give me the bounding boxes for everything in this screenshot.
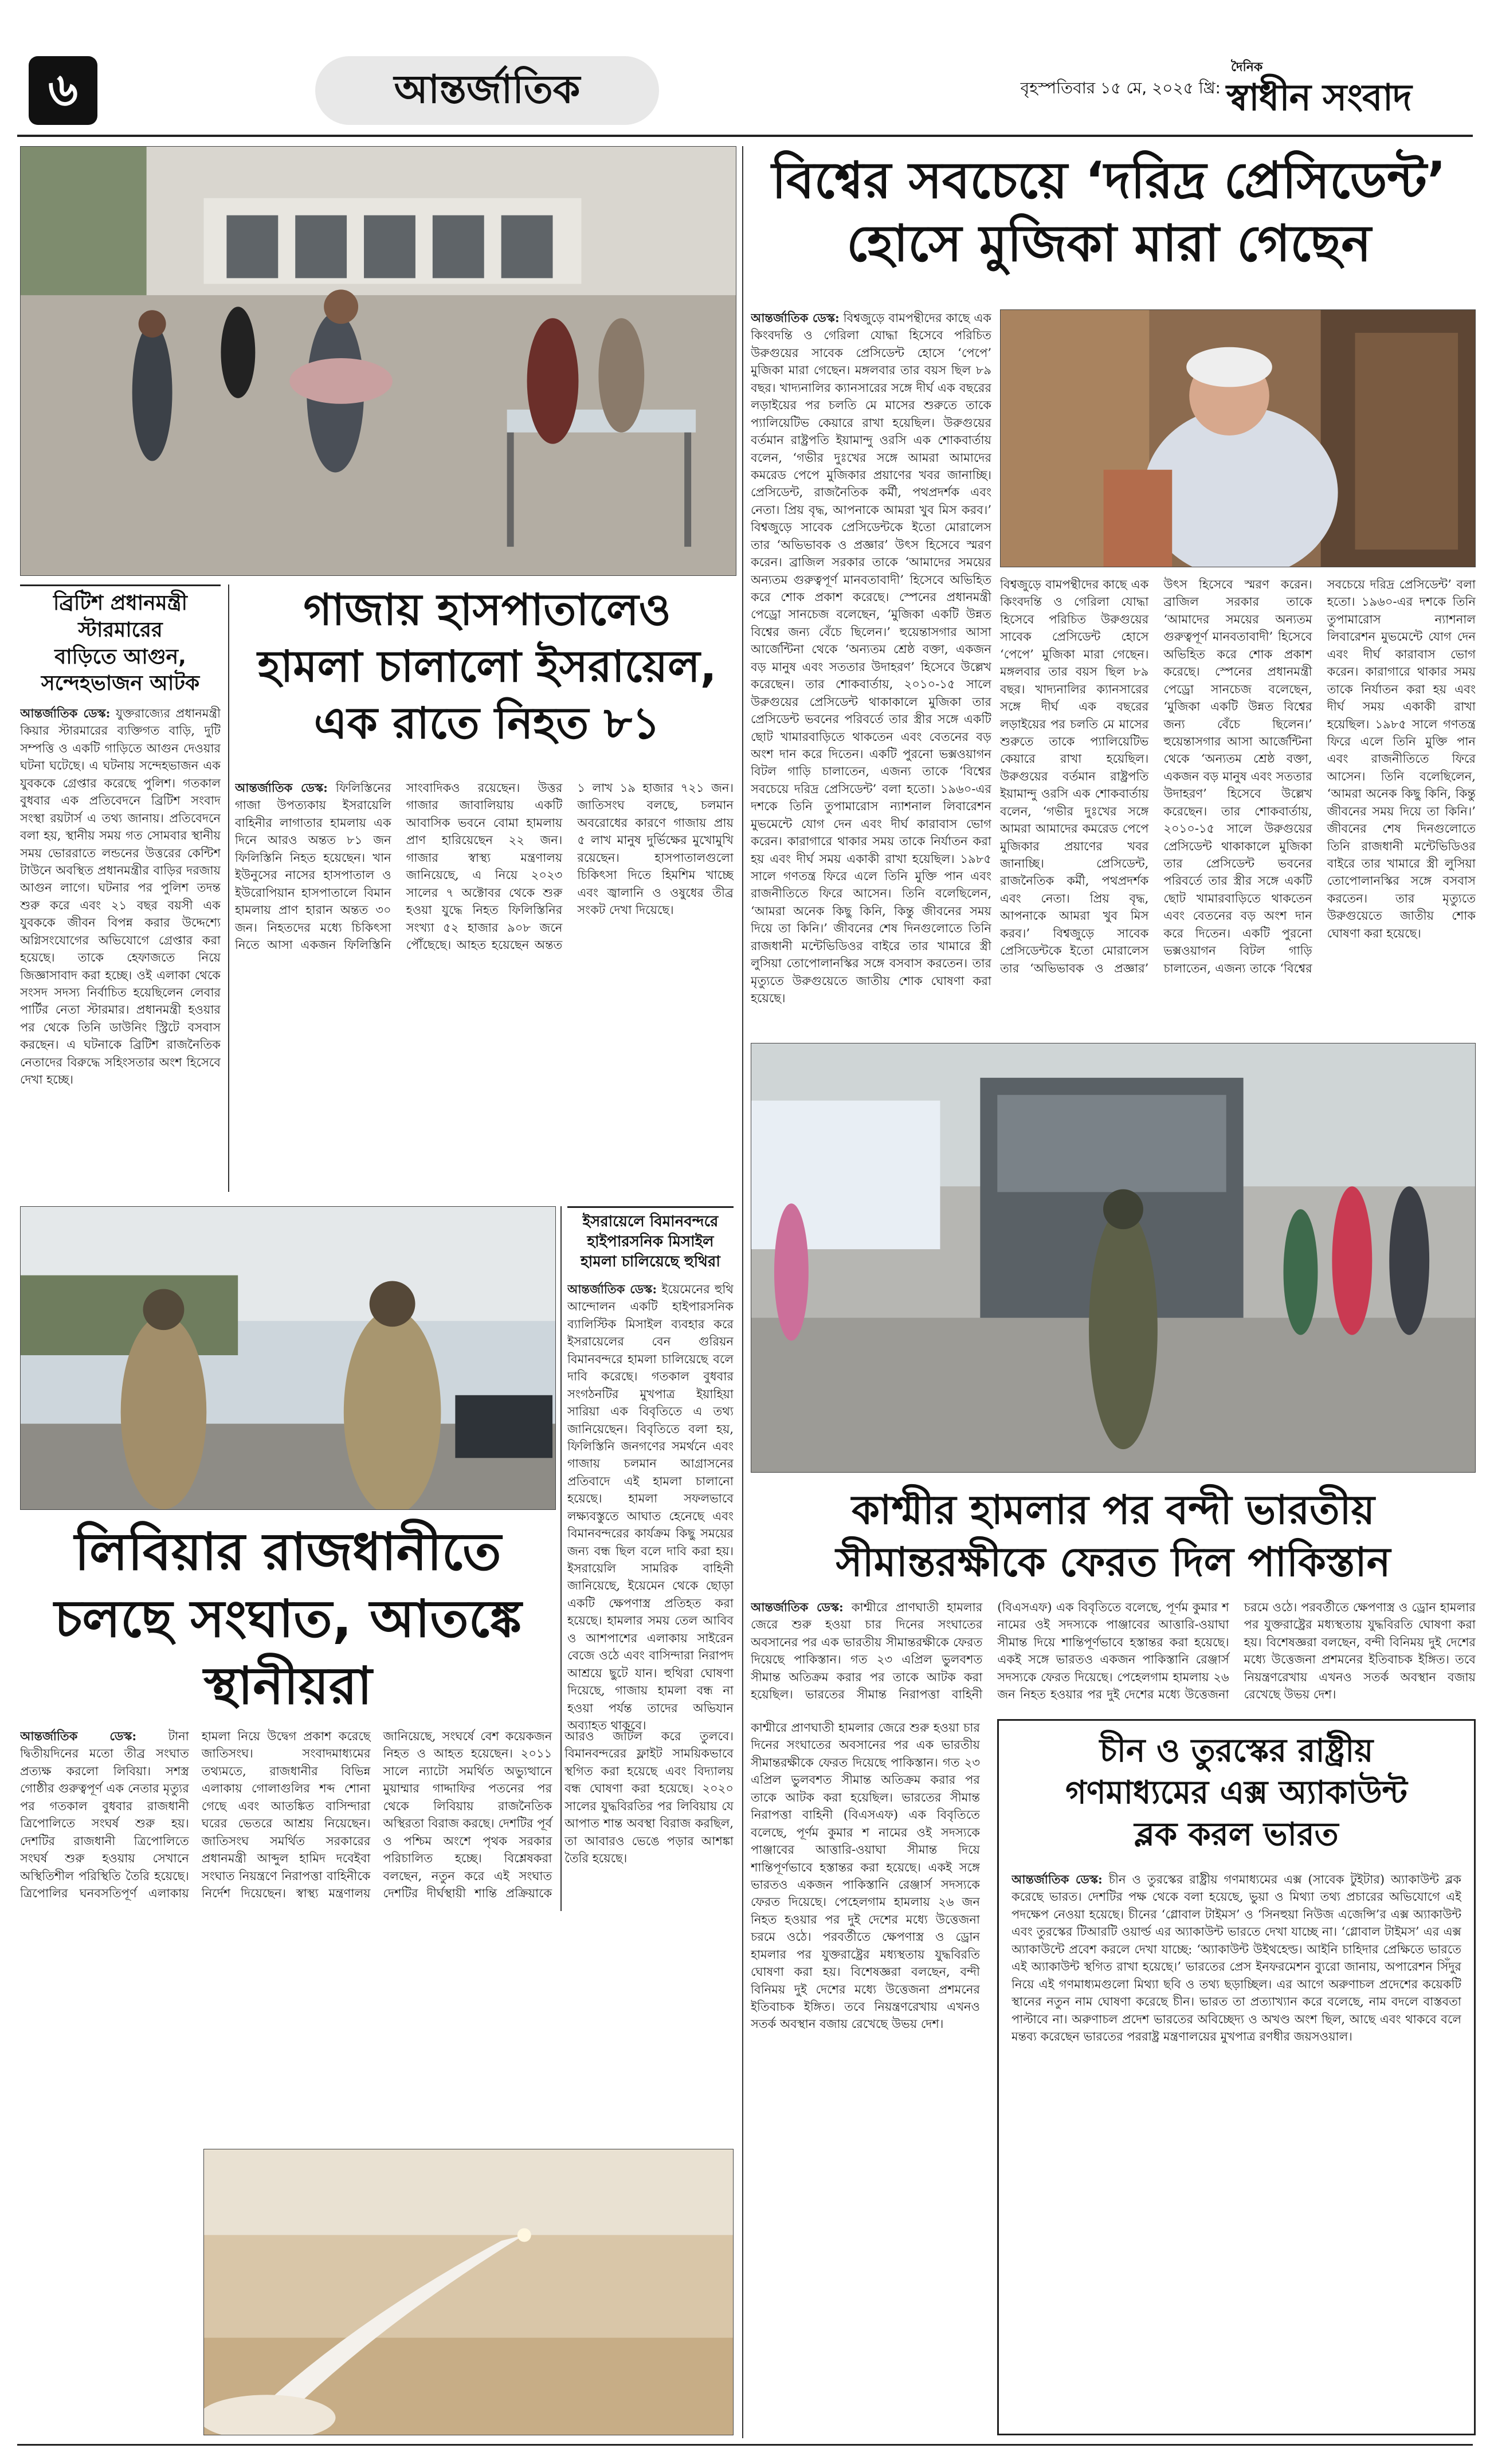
starmer-headline-line4: সন্দেহভাজন আটক [41, 672, 200, 696]
gaza-article-body [235, 779, 734, 1186]
libya-headline-line2: চলছে সংঘাত, আতঙ্কে [54, 1589, 522, 1649]
mujica-headline-line1: বিশ্বের সবচেয়ে ‘দরিদ্র প্রেসিডেন্ট’ [771, 151, 1446, 210]
mujica-article-body-continued [1000, 576, 1476, 1029]
section-title: আন্তর্জাতিক [394, 67, 581, 112]
kashmir-body-text: কাশ্মীরে প্রাণঘাতী হামলার জেরে শুরু হওয়া চার দিনের সংঘাতের অবসানের পর এক ভারতীয় সীমান্তরক্ষীকে ফেরত দিয়েছে পাকিস্তান। গত ২৩ এপ্রিল ভুলবশত সীমান্ত অতিক্রম করার পর তাকে আটক করা হয়েছিল। ভারতের সীমান্ত নিরাপত্তা বাহিনী (বিএসএফ) এক বিবৃতিতে বলেছে, পূর্ণম কুমার শ নামের ওই সদস্যকে পাঞ্জাবের আত্তারি-ওয়াঘা সীমান্ত দিয়ে শান্তিপূর্ণভাবে হস্তান্তর করা হয়েছে। একই সঙ্গে ভারতও একজন পাকিস্তানি রেঞ্জার্স সদস্যকে ফেরত দিয়েছে। পেহেলগাম হামলায় ২৬ জন নিহত হওয়ার পর দুই দেশের মধ্যে উত্তেজনা চরমে ওঠে। পরবর্তীতে ক্ষেপণাস্ত্র ও ড্রোন হামলার পর যুক্তরাষ্ট্রের মধ্যস্থতায় যুদ্ধবিরতি ঘোষণা করা হয়। বিশেষজ্ঞরা বলছেন, বন্দী বিনিময় দুই দেশের মধ্যে উত্তেজনা প্রশমনের ইতিবাচক ইঙ্গিত। তবে নিয়ন্ত্রণরেখায় এখনও সতর্ক অবস্থান বজায় রেখেছে উভয় দেশ। [751, 1600, 1476, 1702]
mujica-headline [751, 149, 1467, 275]
houthi-lead: আন্তর্জাতিক ডেস্ক: [567, 1282, 657, 1296]
section-banner [315, 56, 659, 125]
starmer-headline [20, 590, 221, 697]
kashmir-soldier-photo [751, 1043, 1476, 1473]
china-turkey-headline-line2: গণমাধ্যমের এক্স অ্যাকাউন্ট [1065, 1774, 1407, 1811]
starmer-headline-line3: বাড়িতে আগুন, [54, 645, 186, 669]
gaza-headline-line3: এক রাতে নিহত ৮১ [313, 697, 661, 748]
libya-headline-line1: লিবিয়ার রাজধানীতে [74, 1522, 501, 1582]
gaza-body-text: ফিলিস্তিনের গাজা উপত্যকায় ইসরায়েলি বাহিনীর লাগাতার হামলায় এক দিনে আরও অন্তত ৮১ জন ফিলিস্তিনি নিহত হয়েছেন। খান ইউনুসের নাসের হাসপাতাল ও ইউরোপিয়ান হাসপাতালে বিমান হামলায় প্রাণ হারান অন্তত ৩০ জন। নিহতদের মধ্যে চিকিৎসা নিতে আসা একজন ফিলিস্তিনি সাংবাদিকও রয়েছেন। উত্তর গাজার জাবালিয়ায় একটি আবাসিক ভবনে বোমা হামলায় প্রাণ হারিয়েছেন ২২ জন। গাজার স্বাস্থ্য মন্ত্রণালয় জানিয়েছে, এ নিয়ে ২০২৩ সালের ৭ অক্টোবর থেকে শুরু হওয়া যুদ্ধে নিহত ফিলিস্তিনির সংখ্যা ৫২ হাজার ৯০৮ জনে পৌঁছেছে। আহত হয়েছেন অন্তত ১ লাখ ১৯ হাজার ৭২১ জন। জাতিসংঘ বলছে, চলমান অবরোধের কারণে গাজায় প্রায় ৫ লাখ মানুষ দুর্ভিক্ষের মুখোমুখি রয়েছেন। হাসপাতালগুলো চিকিৎসা দিতে হিমশিম খাচ্ছে এবং জ্বালানি ও ওষুধের তীব্র সংকট দেখা দিয়েছে। [235, 781, 734, 952]
kashmir-lead: আন্তর্জাতিক ডেস্ক: [751, 1600, 844, 1614]
gaza-headline-line1: গাজায় হাসপাতালেও [303, 584, 671, 635]
main-column-divider [742, 146, 743, 2438]
china-turkey-headline-line3: ব্লক করল ভারত [1134, 1815, 1339, 1853]
kashmir-article-body [751, 1599, 1476, 1713]
masthead [17, 52, 1473, 138]
china-turkey-lead: আন্তর্জাতিক ডেস্ক: [1011, 1872, 1103, 1886]
libya-article-body [20, 1728, 734, 2140]
starmer-headline-line2: স্টারমারের [78, 618, 163, 642]
mujica-article-body [751, 309, 991, 1029]
houthi-top-rule [567, 1206, 734, 1208]
libya-soldiers-photo [20, 1206, 556, 1510]
paper-logo [1226, 53, 1473, 121]
starmer-top-rule [20, 584, 221, 586]
starmer-body-text: যুক্তরাজ্যের প্রধানমন্ত্রী কিয়ার স্টারমারের ব্যক্তিগত বাড়ি, দুটি সম্পত্তি ও একটি গাড়িতে আগুন দেওয়ার ঘটনা ঘটেছে। এ ঘটনায় সন্দেহভাজন এক যুবককে গ্রেপ্তার করেছে পুলিশ। গতকাল বুধবার এক প্রতিবেদনে ব্রিটিশ সংবাদ সংস্থা রয়টার্স এ তথ্য জানায়। প্রতিবেদনে বলা হয়, স্থানীয় সময় গত সোমবার স্থানীয় সময় ভোররাতে লন্ডনের উত্তরের কেন্টিশ টাউনে অবস্থিত প্রধানমন্ত্রীর বাড়ির দরজায় আগুন লাগে। ঘটনার পর পুলিশ তদন্ত শুরু করে এবং ২১ বছর বয়সী এক যুবককে জীবন বিপন্ন করার উদ্দেশ্যে অগ্নিসংযোগের অভিযোগে গ্রেপ্তার করা হয়েছে। তাকে হেফাজতে নিয়ে জিজ্ঞাসাবাদ করা হচ্ছে। ওই এলাকা থেকে সংসদ সদস্য নির্বাচিত হয়েছিলেন লেবার পার্টির নেতা স্টারমার। প্রধানমন্ত্রী হওয়ার পর থেকে তিনি ডাউনিং স্ট্রিটে বসবাস করছেন। এ ঘটনাকে ব্রিটিশ রাজনৈতিক নেতাদের বিরুদ্ধে সহিংসতার অংশ হিসেবে দেখা হচ্ছে। [20, 707, 221, 1087]
masthead-divider [17, 135, 1473, 137]
kashmir-headline [751, 1484, 1476, 1588]
bottom-rule [17, 2444, 1473, 2446]
libya-headline-line3: স্থানীয়রা [203, 1656, 372, 1716]
houthi-headline: ইসরায়েলে বিমানবন্দরে হাইপারসনিক মিসাইল হামলা চালিয়েছে হুথিরা [581, 1213, 720, 1271]
starmer-column-divider [228, 584, 229, 1192]
china-turkey-article-body [1011, 1871, 1461, 2424]
houthi-body-text: ইয়েমেনের হুথি আন্দোলন একটি হাইপারসনিক ব্যালিস্টিক মিসাইল ব্যবহার করে ইসরায়েলের বেন গুরিয়ন বিমানবন্দরে হামলা চালিয়েছে বলে দাবি করেছে। গতকাল বুধবার সংগঠনটির মুখপাত্র ইয়াহিয়া সারিয়া এক বিবৃতিতে এ তথ্য জানিয়েছেন। বিবৃতিতে বলা হয়, ফিলিস্তিনি জনগণের সমর্থনে এবং গাজায় চলমান আগ্রাসনের প্রতিবাদে এই হামলা চালানো হয়েছে। হামলা সফলভাবে লক্ষ্যবস্তুতে আঘাত হেনেছে এবং বিমানবন্দরের কার্যক্রম কিছু সময়ের জন্য বন্ধ ছিল বলে দাবি করা হয়। ইসরায়েলি সামরিক বাহিনী জানিয়েছে, ইয়েমেন থেকে ছোড়া একটি ক্ষেপণাস্ত্র প্রতিহত করা হয়েছে। হামলার সময় তেল আবিব ও আশপাশের এলাকায় সাইরেন বেজে ওঠে এবং বাসিন্দারা নিরাপদ আশ্রয়ে ছুটে যান। হুথিরা ঘোষণা দিয়েছে, গাজায় হামলা বন্ধ না হওয়া পর্যন্ত তাদের অভিযান অব্যাহত থাকবে। [567, 1282, 734, 1732]
mujica-lead: আন্তর্জাতিক ডেস্ক: [751, 311, 840, 325]
gaza-headline [235, 582, 739, 751]
kashmir-article-body-continued [751, 1719, 980, 2435]
gaza-lead: আন্তর্জাতিক ডেস্ক: [235, 780, 328, 795]
china-turkey-headline-line1: চীন ও তুরস্কের রাষ্ট্রীয় [1099, 1732, 1374, 1769]
mujica-body-text-continued: বিশ্বজুড়ে বামপন্থীদের কাছে এক কিংবদন্তি ও গেরিলা যোদ্ধা হিসেবে পরিচিত উরুগুয়ের সাবেক প্রেসিডেন্ট হোসে ‘পেপে’ মুজিকা মারা গেছেন। মঙ্গলবার তার বয়স ছিল ৮৯ বছর। খাদ্যনালির ক্যানসারের সঙ্গে দীর্ঘ এক বছরের লড়াইয়ের পর চলতি মে মাসের শুরুতে তাকে প্যালিয়েটিভ কেয়ারে রাখা হয়েছিল। উরুগুয়ের বর্তমান রাষ্ট্রপতি ইয়ামান্দু ওরসি এক শোকবার্তায় বলেন, ‘গভীর দুঃখের সঙ্গে আমরা আমাদের কমরেড পেপে মুজিকার প্রয়াণের খবর জানাচ্ছি। প্রেসিডেন্ট, রাজনৈতিক কর্মী, পথপ্রদর্শক এবং নেতা। প্রিয় বৃদ্ধ, আপনাকে আমরা খুব মিস করব।’ বিশ্বজুড়ে সাবেক প্রেসিডেন্টকে ইতো মোরালেস তার ‘অভিভাবক ও প্রজ্ঞার’ উৎস হিসেবে স্মরণ করেন। ব্রাজিল সরকার তাকে ‘আমাদের সময়ের অন্যতম গুরুত্বপূর্ণ মানবতাবাদী’ হিসেবে অভিহিত করে শোক প্রকাশ করেছে। স্পেনের প্রধানমন্ত্রী পেড্রো সানচেজ বলেছেন, ‘মুজিকা একটি উন্নত বিশ্বের জন্য বেঁচে ছিলেন।’ হুয়েন্তাসগার আসা আর্জেন্টিনা থেকে ‘অন্যতম শ্রেষ্ঠ বক্তা, একজন বড় মানুষ এবং সততার উদাহরণ’ হিসেবে উল্লেখ করেছেন। তার শোকবার্তায়, ২০১০-১৫ সালে উরুগুয়ের প্রেসিডেন্ট থাকাকালে মুজিকা তার প্রেসিডেন্ট ভবনের পরিবর্তে তার স্ত্রীর সঙ্গে একটি ছোট খামারবাড়িতে থাকতেন এবং বেতনের বড় অংশ দান করে দিতেন। একটি পুরনো ভক্সওয়াগন বিটল গাড়ি চালাতেন, এজন্য তাকে ‘বিশ্বের সবচেয়ে দরিদ্র প্রেসিডেন্ট’ বলা হতো। ১৯৬০-এর দশকে তিনি তুপামারোস ন্যাশনাল লিবারেশন মুভমেন্টে যোগ দেন এবং দীর্ঘ কারাবাস ভোগ করেন। কারাগারে থাকার সময় তাকে নির্যাতন করা হয় এবং দীর্ঘ সময় একাকী রাখা হয়েছিল। ১৯৮৫ সালে গণতন্ত্র ফিরে এলে তিনি মুক্তি পান এবং রাজনীতিতে ফিরে আসেন। তিনি বলেছিলেন, ‘আমরা অনেক কিছু কিনি, কিন্তু জীবনের সময় দিয়ে তা কিনি।’ জীবনের শেষ দিনগুলোতে তিনি রাজধানী মন্টেভিডিওর বাইরে তার খামারে স্ত্রী লুসিয়া তোপোলানস্কির সঙ্গে বসবাস করতেন। তার মৃত্যুতে উরুগুয়েতে জাতীয় শোক ঘোষণা করা হয়েছে। [1000, 578, 1476, 975]
gaza-headline-line2: হামলা চালালো ইসরায়েল, [257, 640, 717, 692]
page-number-badge [29, 56, 97, 125]
kashmir-headline-line2: সীমান্তরক্ষীকে ফেরত দিল পাকিস্তান [836, 1539, 1391, 1586]
libya-body-text: টানা দ্বিতীয়দিনের মতো তীব্র সংঘাত প্রত্যক্ষ করলো লিবিয়া। সশস্ত্র গোষ্ঠীর গুরুত্বপূর্ণ এক নেতার মৃত্যুর পর গতকাল বুধবার রাজধানী ত্রিপোলিতে সংঘর্ষ শুরু হয়। দেশটির রাজধানী ত্রিপোলিতে সংঘর্ষ শুরু হওয়ায় সেখানে অস্থিতিশীল পরিস্থিতি তৈরি হয়েছে। ত্রিপোলির ঘনবসতিপূর্ণ এলাকায় হামলা নিয়ে উদ্বেগ প্রকাশ করেছে জাতিসংঘ। সংবাদমাধ্যমের তথ্যমতে, রাজধানীর বিভিন্ন এলাকায় গোলাগুলির শব্দ শোনা গেছে এবং আতঙ্কিত বাসিন্দারা ঘরের ভেতরে আশ্রয় নিয়েছেন। জাতিসংঘ সমর্থিত সরকারের প্রধানমন্ত্রী আব্দুল হামিদ দবেইবা সংঘাত নিয়ন্ত্রণে নিরাপত্তা বাহিনীকে নির্দেশ দিয়েছেন। স্বাস্থ্য মন্ত্রণালয় জানিয়েছে, সংঘর্ষে বেশ কয়েকজন নিহত ও আহত হয়েছেন। ২০১১ সালে ন্যাটো সমর্থিত অভ্যুত্থানে মুয়াম্মার গাদ্দাফির পতনের পর থেকে লিবিয়ায় রাজনৈতিক অস্থিরতা বিরাজ করছে। দেশটির পূর্ব ও পশ্চিম অংশে পৃথক সরকার পরিচালিত হচ্ছে। বিশ্লেষকরা বলছেন, নতুন করে এই সংঘাত দেশটির দীর্ঘস্থায়ী শান্তি প্রক্রিয়াকে আরও জটিল করে তুলবে। বিমানবন্দরের ফ্লাইট সাময়িকভাবে স্থগিত করা হয়েছে এবং বিদ্যালয় বন্ধ ঘোষণা করা হয়েছে। ২০২০ সালের যুদ্ধবিরতির পর লিবিয়ায় যে আপাত শান্ত অবস্থা বিরাজ করছিল, তা আবারও ভেঙে পড়ার আশঙ্কা তৈরি হয়েছে। [20, 1729, 734, 1900]
starmer-article-body [20, 705, 221, 1192]
mujica-headline-line2: হোসে মুজিকা মারা গেছেন [846, 214, 1371, 273]
china-turkey-headline [1009, 1731, 1464, 1855]
starmer-lead: আন্তর্জাতিক ডেস্ক: [20, 706, 111, 720]
missile-launch-photo [203, 2149, 734, 2435]
gaza-hospital-photo [20, 146, 736, 576]
mujica-photo [1000, 309, 1476, 567]
paper-name: স্বাধীন সংবাদ [1226, 76, 1411, 119]
kashmir-headline-line1: কাশ্মীর হামলার পর বন্দী ভারতীয় [852, 1486, 1375, 1533]
issue-date: বৃহস্পতিবার ১৫ মে, ২০২৫ খ্রি: [1020, 79, 1221, 97]
mujica-body-text: বিশ্বজুড়ে বামপন্থীদের কাছে এক কিংবদন্তি ও গেরিলা যোদ্ধা হিসেবে পরিচিত উরুগুয়ের সাবেক প্রেসিডেন্ট হোসে ‘পেপে’ মুজিকা মারা গেছেন। মঙ্গলবার তার বয়স ছিল ৮৯ বছর। খাদ্যনালির ক্যানসারের সঙ্গে দীর্ঘ এক বছরের লড়াইয়ের পর চলতি মে মাসের শুরুতে তাকে প্যালিয়েটিভ কেয়ারে রাখা হয়েছিল। উরুগুয়ের বর্তমান রাষ্ট্রপতি ইয়ামান্দু ওরসি এক শোকবার্তায় বলেন, ‘গভীর দুঃখের সঙ্গে আমরা আমাদের কমরেড পেপে মুজিকার প্রয়াণের খবর জানাচ্ছি। প্রেসিডেন্ট, রাজনৈতিক কর্মী, পথপ্রদর্শক এবং নেতা। প্রিয় বৃদ্ধ, আপনাকে আমরা খুব মিস করব।’ বিশ্বজুড়ে সাবেক প্রেসিডেন্টকে ইতো মোরালেস তার ‘অভিভাবক ও প্রজ্ঞার’ উৎস হিসেবে স্মরণ করেন। ব্রাজিল সরকার তাকে ‘আমাদের সময়ের অন্যতম গুরুত্বপূর্ণ মানবতাবাদী’ হিসেবে অভিহিত করে শোক প্রকাশ করেছে। স্পেনের প্রধানমন্ত্রী পেড্রো সানচেজ বলেছেন, ‘মুজিকা একটি উন্নত বিশ্বের জন্য বেঁচে ছিলেন।’ হুয়েন্তাসগার আসা আর্জেন্টিনা থেকে ‘অন্যতম শ্রেষ্ঠ বক্তা, একজন বড় মানুষ এবং সততার উদাহরণ’ হিসেবে উল্লেখ করেছেন। তার শোকবার্তায়, ২০১০-১৫ সালে উরুগুয়ের প্রেসিডেন্ট থাকাকালে মুজিকা তার প্রেসিডেন্ট ভবনের পরিবর্তে তার স্ত্রীর সঙ্গে একটি ছোট খামারবাড়িতে থাকতেন এবং বেতনের বড় অংশ দান করে দিতেন। একটি পুরনো ভক্সওয়াগন বিটল গাড়ি চালাতেন, এজন্য তাকে ‘বিশ্বের সবচেয়ে দরিদ্র প্রেসিডেন্ট’ বলা হতো। ১৯৬০-এর দশকে তিনি তুপামারোস ন্যাশনাল লিবারেশন মুভমেন্টে যোগ দেন এবং দীর্ঘ কারাবাস ভোগ করেন। কারাগারে থাকার সময় তাকে নির্যাতন করা হয় এবং দীর্ঘ সময় একাকী রাখা হয়েছিল। ১৯৮৫ সালে গণতন্ত্র ফিরে এলে তিনি মুক্তি পান এবং রাজনীতিতে ফিরে আসেন। তিনি বলেছিলেন, ‘আমরা অনেক কিছু কিনি, কিন্তু জীবনের সময় দিয়ে তা কিনি।’ জীবনের শেষ দিনগুলোতে তিনি রাজধানী মন্টেভিডিওর বাইরে তার খামারে স্ত্রী লুসিয়া তোপোলানস্কির সঙ্গে বসবাস করতেন। তার মৃত্যুতে উরুগুয়েতে জাতীয় শোক ঘোষণা করা হয়েছে। [751, 311, 991, 1006]
libya-headline [20, 1519, 556, 1720]
paper-prefix: দৈনিক [1231, 60, 1263, 74]
page-number: ৬ [48, 63, 79, 116]
starmer-headline-line1: ব্রিটিশ প্রধানমন্ত্রী [53, 591, 187, 615]
kashmir-body-text-continued: কাশ্মীরে প্রাণঘাতী হামলার জেরে শুরু হওয়া চার দিনের সংঘাতের অবসানের পর এক ভারতীয় সীমান্তরক্ষীকে ফেরত দিয়েছে পাকিস্তান। গত ২৩ এপ্রিল ভুলবশত সীমান্ত অতিক্রম করার পর তাকে আটক করা হয়েছিল। ভারতের সীমান্ত নিরাপত্তা বাহিনী (বিএসএফ) এক বিবৃতিতে বলেছে, পূর্ণম কুমার শ নামের ওই সদস্যকে পাঞ্জাবের আত্তারি-ওয়াঘা সীমান্ত দিয়ে শান্তিপূর্ণভাবে হস্তান্তর করা হয়েছে। একই সঙ্গে ভারতও একজন পাকিস্তানি রেঞ্জার্স সদস্যকে ফেরত দিয়েছে। পেহেলগাম হামলায় ২৬ জন নিহত হওয়ার পর দুই দেশের মধ্যে উত্তেজনা চরমে ওঠে। পরবর্তীতে ক্ষেপণাস্ত্র ও ড্রোন হামলার পর যুক্তরাষ্ট্রের মধ্যস্থতায় যুদ্ধবিরতি ঘোষণা করা হয়। বিশেষজ্ঞরা বলছেন, বন্দী বিনিময় দুই দেশের মধ্যে উত্তেজনা প্রশমনের ইতিবাচক ইঙ্গিত। তবে নিয়ন্ত্রণরেখায় এখনও সতর্ক অবস্থান বজায় রেখেছে উভয় দেশ। [751, 1721, 980, 2031]
china-turkey-body-text: চীন ও তুরস্কের রাষ্ট্রীয় গণমাধ্যমের এক্স (সাবেক টুইটার) অ্যাকাউন্ট ব্লক করেছে ভারত। দেশটির পক্ষ থেকে বলা হয়েছে, ভুয়া ও মিথ্যা তথ্য প্রচারের অভিযোগে এই পদক্ষেপ নেওয়া হয়েছে। চীনের ‘গ্লোবাল টাইমস’ ও ‘সিনহুয়া নিউজ এজেন্সি’র এক্স অ্যাকাউন্ট এবং তুরস্কের টিআরটি ওয়ার্ল্ড এর অ্যাকাউন্ট ভারতে দেখা যাচ্ছে না। ‘গ্লোবাল টাইমস’ এর এক্স অ্যাকাউন্টে প্রবেশ করলে দেখা যাচ্ছে: ‘অ্যাকাউন্ট উইথহেল্ড। আইনি চাহিদার প্রেক্ষিতে ভারতে এই অ্যাকাউন্ট স্থগিত রাখা হয়েছে।’ ভারতের প্রেস ইনফরমেশন ব্যুরো জানায়, অপারেশন সিঁদুর নিয়ে এই গণমাধ্যমগুলো মিথ্যা ছবি ও তথ্য ছড়াচ্ছিল। এর আগে অরুণাচল প্রদেশের কয়েকটি স্থানের নতুন নাম ঘোষণা করেছে চীন। ভারত তা প্রত্যাখ্যান করে বলেছে, নাম বদলে বাস্তবতা পাল্টাবে না। অরুণাচল প্রদেশ ভারতের অবিচ্ছেদ্য ও অখণ্ড অংশ ছিল, আছে এবং থাকবে বলে মন্তব্য করেছেন ভারতের পররাষ্ট্র মন্ত্রণালয়ের মুখপাত্র রণধীর জয়সওয়াল। [1011, 1873, 1461, 2043]
libya-lead: আন্তর্জাতিক ডেস্ক: [20, 1729, 137, 1743]
